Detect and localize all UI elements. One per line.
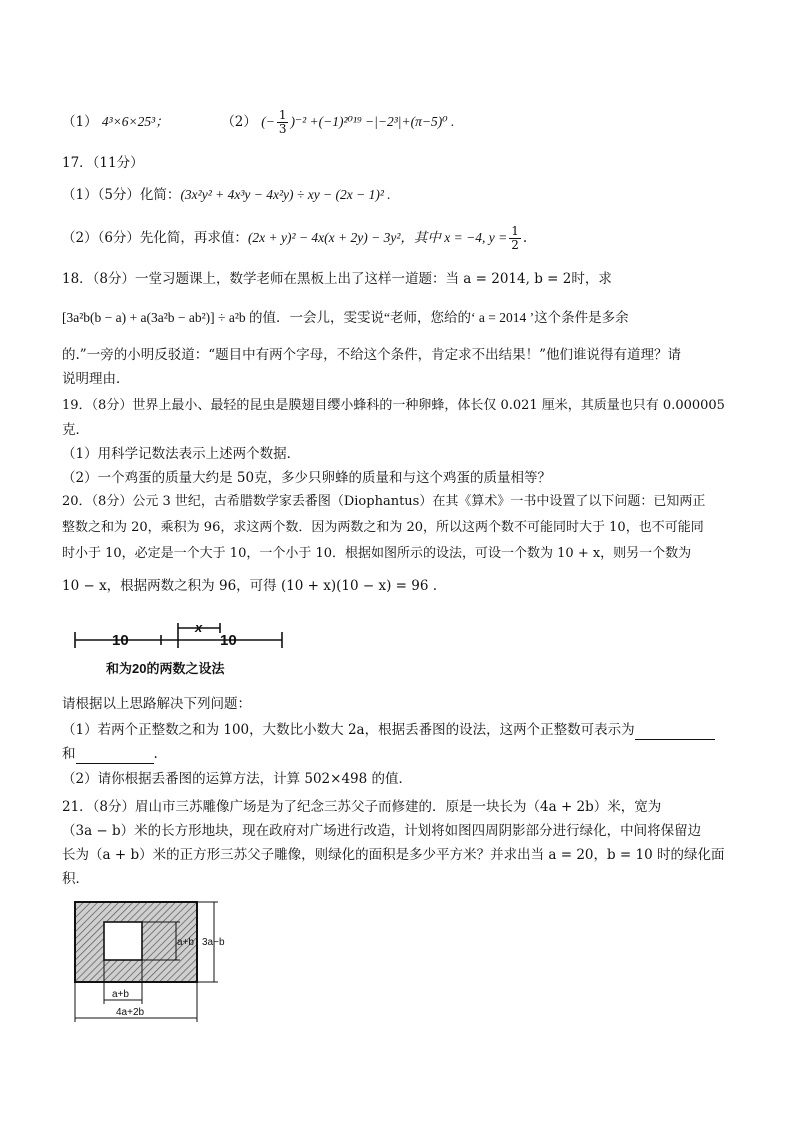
q17-sub1 <box>62 185 732 205</box>
q19-line4: （2）一个鸡蛋的质量大约是 50克，多少只卵蜂的质量和与这个鸡蛋的质量相等？ <box>62 470 552 486</box>
q17-2-end: . <box>522 230 528 246</box>
q20-line1: 20．（8分）公元 3 世纪，古希腊数学家丢番图（Diophantus）在其《算术》一书中设置了以下问题：已知两正 <box>62 494 706 509</box>
q21-line2: （3a − b）米的长方形地块，现在政府对广场进行改造，计划将如图四周阴影部分进行绿化，中间将保留边 <box>62 823 702 839</box>
q21-line3: 长为（a + b）米的正方形三苏父子雕像，则绿化的面积是多少平方米？并求出当 a = 20，b = 10 时的绿化面 <box>62 847 725 863</box>
q16-line <box>62 109 732 136</box>
q17-2-expr: (2x + y)² − 4x(x + 2y) − 3y²，其中 x = −4, y = <box>247 230 508 245</box>
fig-inner-width: a+b <box>112 989 129 1000</box>
q20-line5: 请根据以上思路解决下列问题： <box>62 696 251 712</box>
q17-2-fraction <box>509 225 521 252</box>
frac-denominator: 3 <box>278 122 287 136</box>
fig-right-label: 10 <box>220 632 237 649</box>
q17-1-label: （1）（5分）化简： <box>62 187 181 203</box>
frac-numerator: 1 <box>511 224 519 238</box>
fig-outer-height: 3a−b <box>202 937 225 948</box>
q19-line3: （1）用科学记数法表示上述两个数据． <box>62 446 301 462</box>
frac-numerator: 1 <box>278 108 287 122</box>
fig-caption: 和为20的两数之设法 <box>106 661 225 676</box>
frac-denominator: 2 <box>511 238 519 252</box>
q17-header: 17．（11分） <box>62 155 144 171</box>
q18-line1: 18．（8分）一堂习题课上，数学老师在黑板上出了这样一道题：当 a = 2014, b = 2时，求 <box>62 271 612 287</box>
q20-line6 <box>62 720 732 740</box>
statue-square <box>104 922 142 960</box>
q16-2-expr-a: (− <box>261 114 275 129</box>
q20-period: . <box>153 746 158 762</box>
q16-2-label: （2） <box>221 114 257 130</box>
fig-outer-width: 4a+2b <box>116 1007 145 1018</box>
q20-and: 和 <box>62 746 76 762</box>
q21-line4: 积． <box>62 871 89 887</box>
q20-line8: （2）请你根据丢番图的运算方法，计算 502×498 的值． <box>62 771 413 787</box>
q20-line2: 整数之和为 20，乘积为 96，求这两个数．因为两数之和为 20，所以这两个数不可能同时大于 10，也不可能同 <box>62 520 704 535</box>
q16-1-expr: 4³×6×25³； <box>101 114 169 129</box>
q18-line2: [3a²b(b − a) + a(3a²b − ab²)] ÷ a²b 的值．一会儿，雯雯说“老师，您给的‘ a = 2014 ’这个条件是多余 <box>62 310 629 325</box>
q20-line4: 10 − x，根据两数之积为 96，可得 (10 + x)(10 − x) = 96 . <box>62 578 438 594</box>
q17-1-expr: (3x²y² + 4x³y − 4x²y) ÷ xy − (2x − 1)² . <box>180 187 391 202</box>
q21-line1: 21．（8分）眉山市三苏雕像广场是为了纪念三苏父子而修建的．原是一块长为（4a + 2b）米，宽为 <box>62 799 662 815</box>
q18-line3: 的.”一旁的小明反驳道：“题目中有两个字母，不给这个条件，肯定求不出结果！”他们谁说得有道理？请 <box>62 347 681 363</box>
fig-left-label: 10 <box>112 632 129 649</box>
plaza-figure <box>68 896 240 1028</box>
q20-line3: 时小于 10，必定是一个大于 10，一个小于 10．根据如图所示的设法，可设一个数为 10 + x，则另一个数为 <box>62 546 692 561</box>
q17-2-label: （2）（6分）先化简，再求值： <box>62 230 248 246</box>
q19-line1: 19．（8分）世界上最小、最轻的昆虫是膜翅目缨小蜂科的一种卵蜂，体长仅 0.021 厘米，其质量也只有 0.000005 <box>62 398 725 413</box>
diophantus-figure <box>70 615 290 685</box>
q16-1-label: （1） <box>62 114 98 130</box>
fig-inner-height: a+b <box>177 937 194 948</box>
answer-blank-2[interactable] <box>76 749 154 764</box>
fig-x-label: x <box>195 620 203 635</box>
q16-2-fraction <box>277 109 289 136</box>
q18-line4: 说明理由． <box>62 371 130 387</box>
q20-line7 <box>62 744 732 764</box>
answer-blank-1[interactable] <box>635 725 715 740</box>
q20-sub1-text: （1）若两个正整数之和为 100，大数比小数大 2a，根据丢番图的设法，这两个正整数可表示为 <box>62 722 635 738</box>
q19-line2: 克． <box>62 422 89 438</box>
q16-2-expr-b: )⁻² +(−1)²⁰¹⁹ −|−2³|+(π−5)⁰ . <box>290 114 455 129</box>
q17-sub2 <box>62 225 732 252</box>
